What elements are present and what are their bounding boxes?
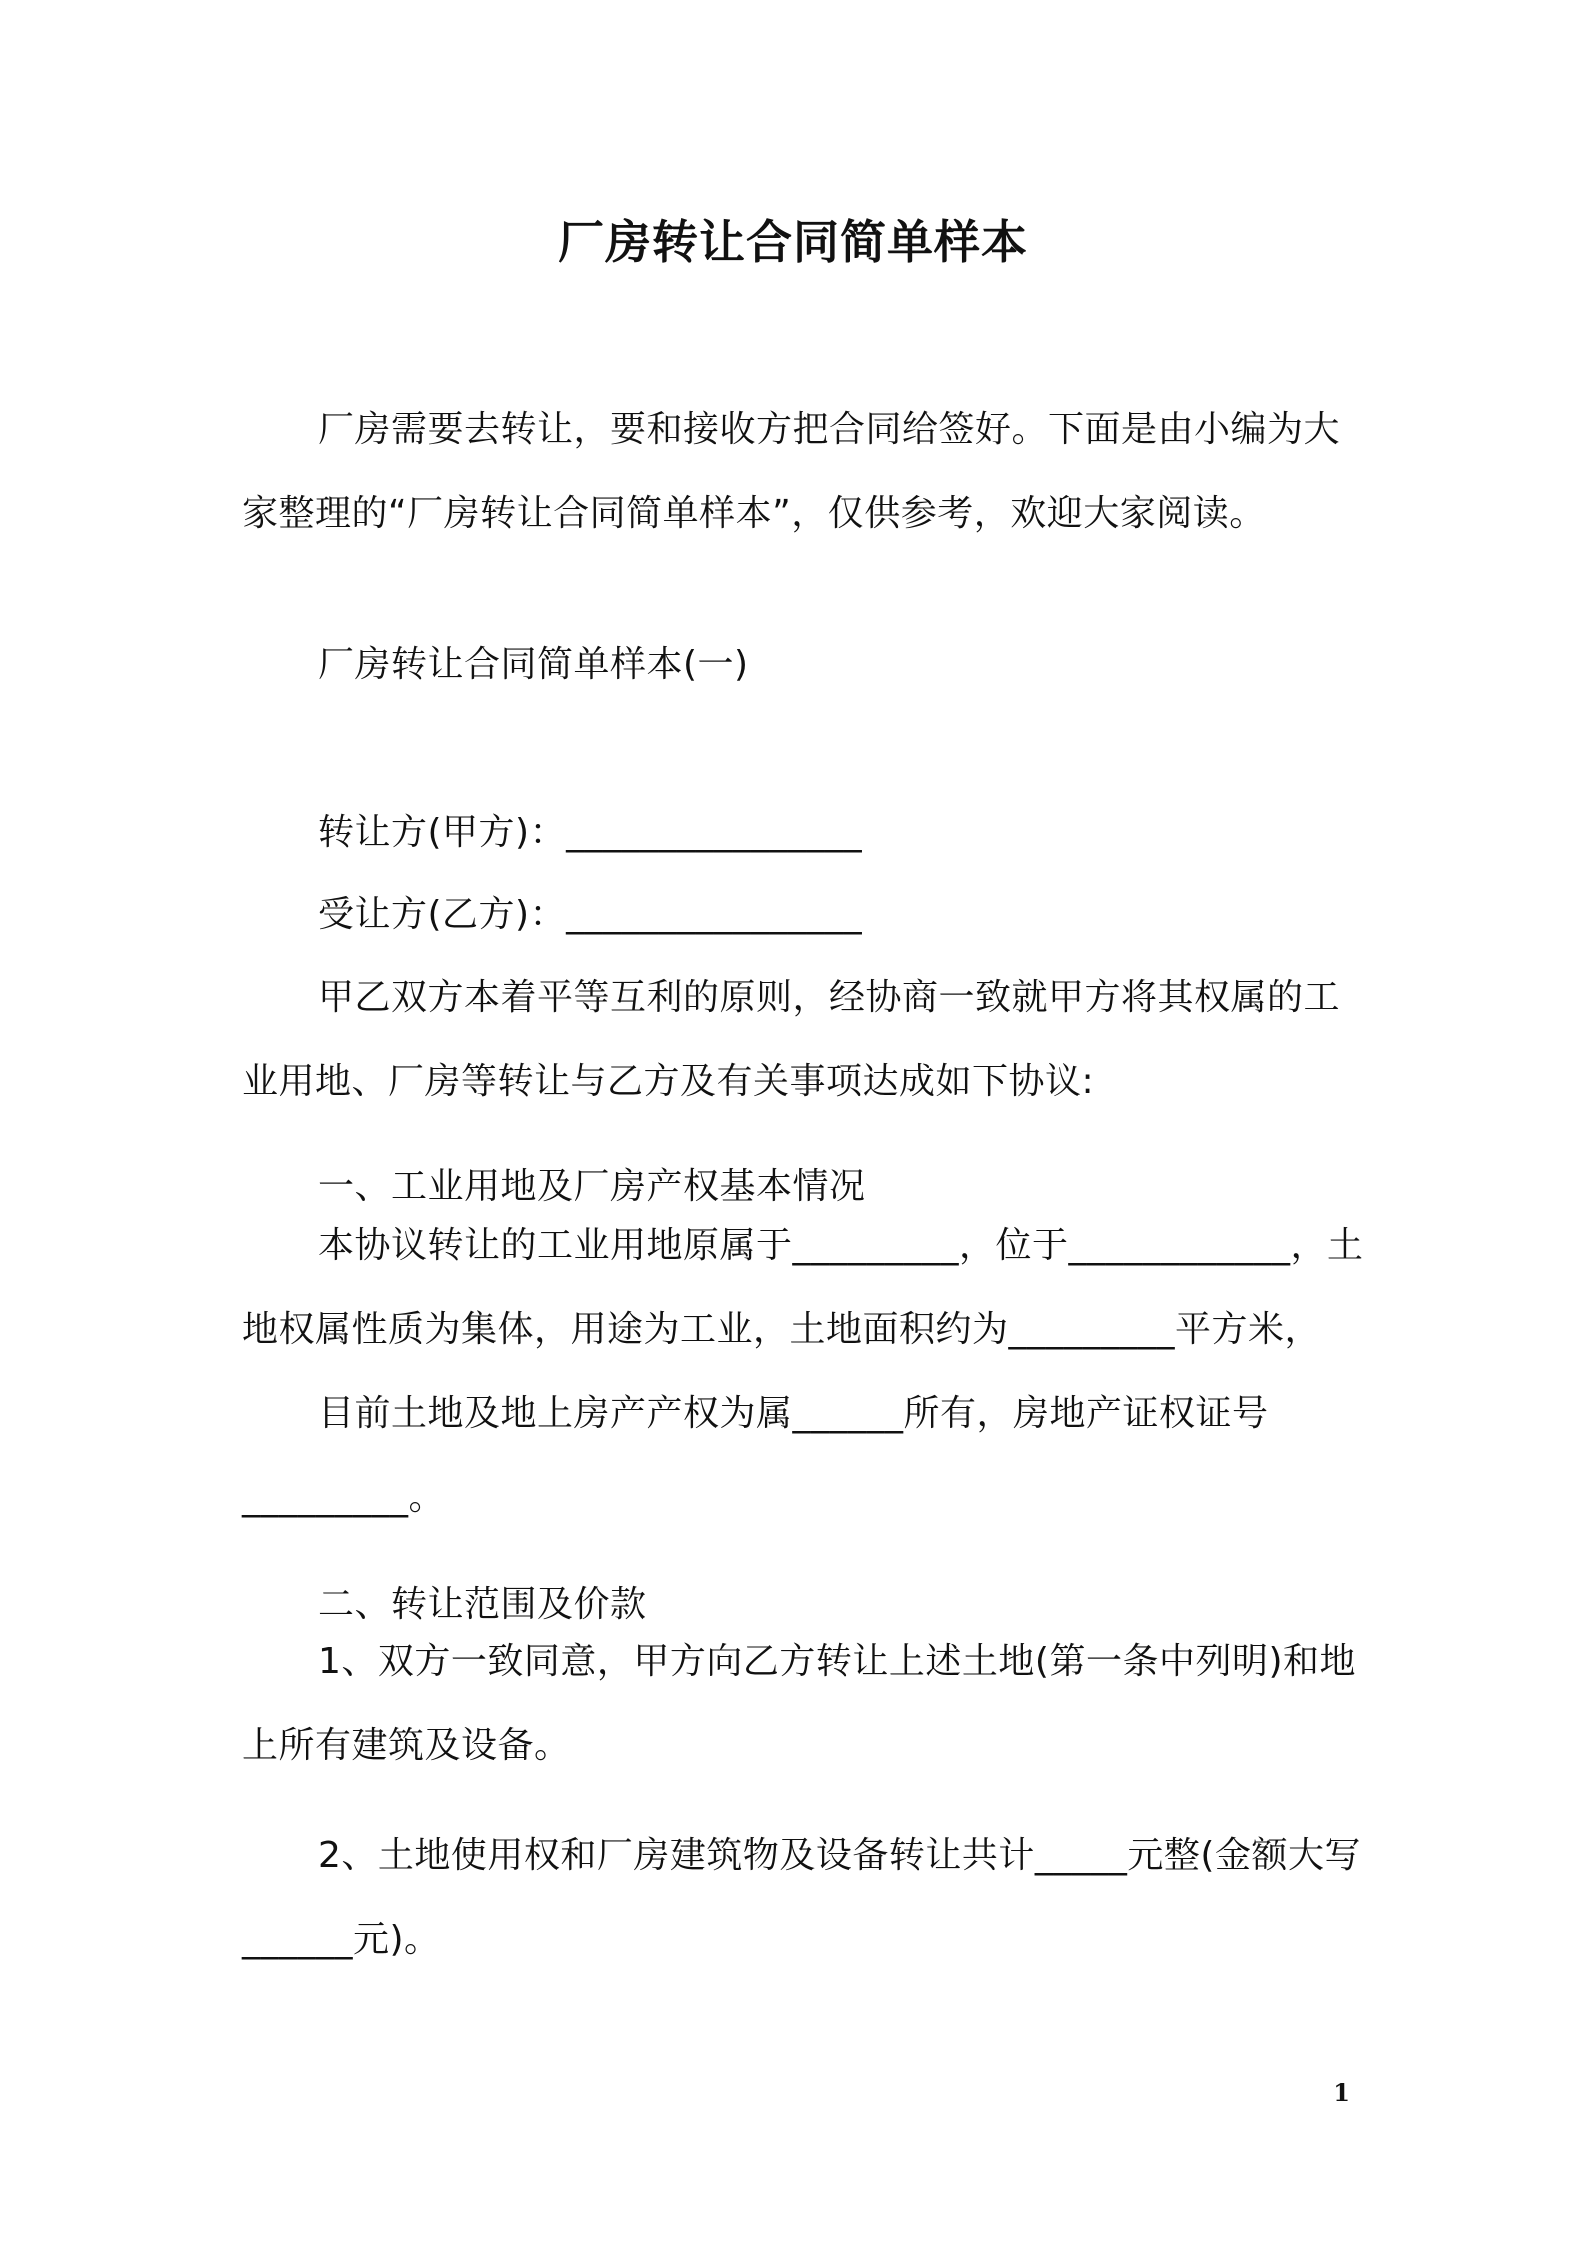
section-1-heading: 一、工业用地及厂房产权基本情况 bbox=[318, 1166, 866, 1207]
section-2-item-1: 1、双方一致同意，甲方向乙方转让上述土地(第一条中列明)和地上所有建筑及设备。 bbox=[242, 1641, 1356, 1766]
page-number: 1 bbox=[1333, 2078, 1350, 2107]
section-1-paragraph-1: 本协议转让的工业用地原属于_________，位于____________，土地权属性质为集体，用途为工业，土地面积约为_________平方米， bbox=[242, 1225, 1364, 1350]
document-title: 厂房转让合同简单样本 bbox=[558, 215, 1028, 269]
sample-heading: 厂房转让合同简单样本(一) bbox=[318, 644, 749, 685]
section-2-item-2: 2、土地使用权和厂房建筑物及设备转让共计_____元整(金额大写______元)。 bbox=[242, 1835, 1361, 1960]
section-1-paragraph-2: 目前土地及地上房产产权为属______所有，房地产证权证号_________。 bbox=[242, 1393, 1269, 1518]
preamble-paragraph: 甲乙双方本着平等互利的原则，经协商一致就甲方将其权属的工业用地、厂房等转让与乙方及有关事项达成如下协议: bbox=[242, 977, 1341, 1102]
party-b-line: 受让方(乙方)：________________ bbox=[318, 894, 863, 935]
section-2-heading: 二、转让范围及价款 bbox=[318, 1584, 647, 1625]
party-a-line: 转让方(甲方)：________________ bbox=[318, 812, 863, 853]
intro-paragraph: 厂房需要去转让，要和接收方把合同给签好。下面是由小编为大家整理的“厂房转让合同简单样本”，仅供参考，欢迎大家阅读。 bbox=[242, 409, 1341, 534]
